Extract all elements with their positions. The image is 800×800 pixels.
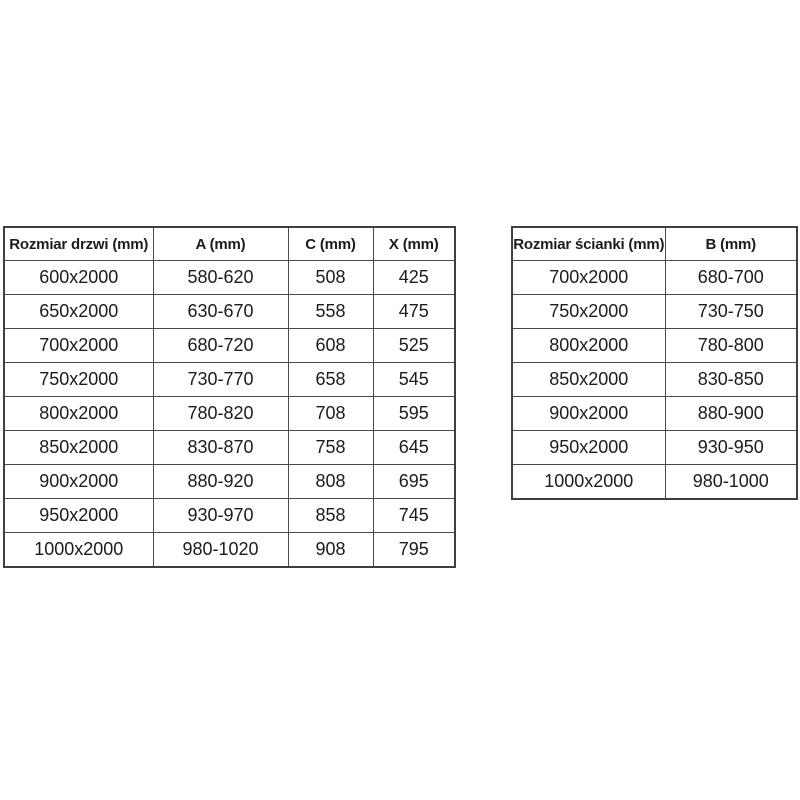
table-cell: 850x2000 — [4, 431, 153, 465]
table-cell: 658 — [288, 363, 373, 397]
table-cell: 600x2000 — [4, 261, 153, 295]
table-cell: 425 — [373, 261, 455, 295]
table-row — [4, 363, 455, 397]
table-cell: 780-800 — [665, 329, 797, 363]
table-cell: 930-950 — [665, 431, 797, 465]
table-cell: 700x2000 — [512, 261, 665, 295]
table-row — [512, 431, 797, 465]
table-row — [512, 465, 797, 500]
table-cell: 680-700 — [665, 261, 797, 295]
table-cell: 750x2000 — [4, 363, 153, 397]
table-cell: 808 — [288, 465, 373, 499]
table-cell: 880-920 — [153, 465, 288, 499]
door-table-header-row — [4, 227, 455, 261]
table-cell: 700x2000 — [4, 329, 153, 363]
column-header-door-size: Rozmiar drzwi (mm) — [4, 227, 153, 261]
table-cell: 730-750 — [665, 295, 797, 329]
door-size-table — [3, 226, 456, 568]
table-row — [512, 261, 797, 295]
table-cell: 950x2000 — [4, 499, 153, 533]
table-cell: 695 — [373, 465, 455, 499]
column-header-a: A (mm) — [153, 227, 288, 261]
table-cell: 950x2000 — [512, 431, 665, 465]
table-row — [4, 329, 455, 363]
table-cell: 1000x2000 — [4, 533, 153, 568]
table-cell: 475 — [373, 295, 455, 329]
table-cell: 508 — [288, 261, 373, 295]
table-cell: 908 — [288, 533, 373, 568]
table-row — [4, 397, 455, 431]
table-cell: 980-1020 — [153, 533, 288, 568]
table-cell: 650x2000 — [4, 295, 153, 329]
table-cell: 830-850 — [665, 363, 797, 397]
table-cell: 558 — [288, 295, 373, 329]
table-cell: 595 — [373, 397, 455, 431]
table-row — [4, 295, 455, 329]
table-row — [512, 295, 797, 329]
table-cell: 730-770 — [153, 363, 288, 397]
table-cell: 795 — [373, 533, 455, 568]
table-cell: 830-870 — [153, 431, 288, 465]
table-cell: 708 — [288, 397, 373, 431]
table-cell: 930-970 — [153, 499, 288, 533]
wall-size-table — [511, 226, 798, 500]
table-cell: 800x2000 — [4, 397, 153, 431]
table-cell: 780-820 — [153, 397, 288, 431]
table-row — [4, 499, 455, 533]
table-cell: 645 — [373, 431, 455, 465]
table-row — [4, 431, 455, 465]
table-cell: 745 — [373, 499, 455, 533]
table-row — [512, 363, 797, 397]
table-cell: 758 — [288, 431, 373, 465]
table-cell: 900x2000 — [512, 397, 665, 431]
table-cell: 750x2000 — [512, 295, 665, 329]
table-row — [512, 329, 797, 363]
table-row — [512, 397, 797, 431]
table-cell: 880-900 — [665, 397, 797, 431]
table-cell: 545 — [373, 363, 455, 397]
column-header-c: C (mm) — [288, 227, 373, 261]
table-cell: 800x2000 — [512, 329, 665, 363]
table-cell: 1000x2000 — [512, 465, 665, 500]
table-cell: 525 — [373, 329, 455, 363]
wall-table-header-row — [512, 227, 797, 261]
table-cell: 850x2000 — [512, 363, 665, 397]
table-cell: 980-1000 — [665, 465, 797, 500]
table-cell: 900x2000 — [4, 465, 153, 499]
table-row — [4, 465, 455, 499]
table-cell: 858 — [288, 499, 373, 533]
table-cell: 630-670 — [153, 295, 288, 329]
table-cell: 580-620 — [153, 261, 288, 295]
table-cell: 608 — [288, 329, 373, 363]
table-cell: 680-720 — [153, 329, 288, 363]
table-row — [4, 533, 455, 568]
column-header-b: B (mm) — [665, 227, 797, 261]
column-header-x: X (mm) — [373, 227, 455, 261]
column-header-wall-size: Rozmiar ścianki (mm) — [512, 227, 665, 261]
table-row — [4, 261, 455, 295]
